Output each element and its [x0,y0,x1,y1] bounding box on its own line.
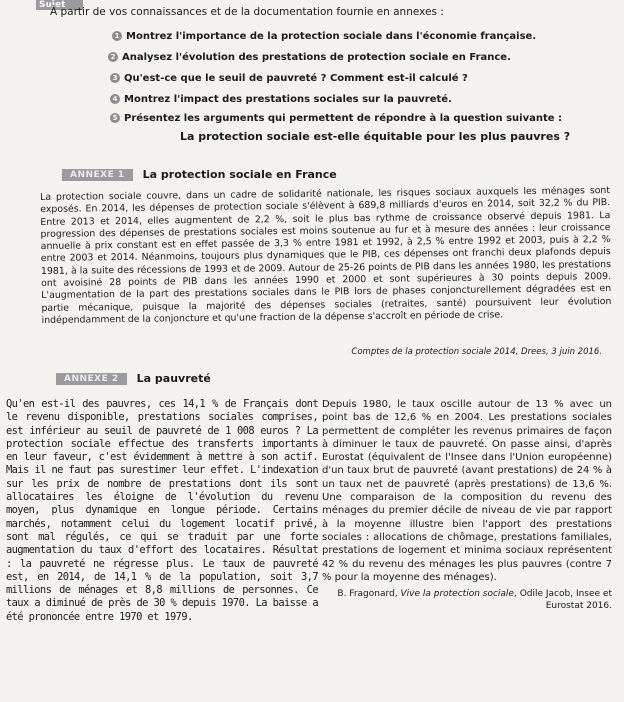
main-question: La protection sociale est-elle équitable pour les plus pauvres ? [180,130,571,143]
question-number-3: 3 [110,73,120,83]
annexe2-source [322,588,612,612]
question-5-text: Présentez les arguments qui permettent de répondre à la question suivante : [124,113,563,124]
annexe2-right-column [322,398,612,612]
annexe2-left-column: Qu'en est-il des pauvres, ces 14,1 % de Français dont le revenu disponible, prestations sociales comprises, est inférieur au seuil de pauvreté de 1 008 euros ? La protection sociale effectue des transferts importants en leur faveur, c'est évidemment à mettre à son actif. Mais il ne faut pas surestimer leur effet. L'indexation sur les prix de nombre de prestations dont ils sont allocataires les éloigne de l'évolution du revenu moyen, plus dynamique en longue période. Certains marchés, notamment celui du logement locatif privé, sont mal régulés, ce qui se traduit par une forte augmentation du taux d'effort des locataires. Résultat : la pauvreté ne régresse plus. Le taux de pauvreté est, en 2014, de 14,1 % de la population, soit 3,7 millions de ménages et 8,8 millions de personnes. Ce taux a diminué de près de 30 % depuis 1970. La baisse a été prononcée entre 1970 et 1979. [6,398,318,623]
subject-tab: Sujet [36,0,83,10]
annexe1-source: Comptes de la protection sociale 2014, Drees, 3 juin 2016. [351,347,602,357]
annexe2-header [56,372,211,385]
annexe1-body: La protection sociale couvre, dans un cadre de solidarité nationale, les risques sociaux auxquels les ménages sont exposés. En 2014, les dépenses de protection sociale s'élèvent à 689,8 milliards d'euros en 2014, soit 32,2 % du PIB. Entre 2013 et 2014, elles augmentent de 2,2 %, soit le plus bas rythme de croissance observé depuis 1981. La progression des dépenses de prestations sociales est moins soutenue au fur et à mesure des années : leur croissance annuelle à prix constant est en effet passée de 3,3 % entre 1981 et 1992, à 2,5 % entre 1992 et 2003, puis à 2,2 % entre 2003 et 2014. Néanmoins, toujours plus dynamiques que le PIB, ces dépenses ont franchi deux plafonds depuis 1981, à la suite des récessions de 1993 et de 2009. Autour de 25-26 points de PIB dans les années 1980, les prestations ont avoisiné 28 points de PIB dans les années 1990 et 2000 et sont supérieures à 30 points depuis 2009. L'augmentation de la part des prestations sociales dans le PIB lors de phases conjoncturellement dégradées est en partie mécanique, puisque la majorité des dépenses sociales (retraites, santé) poursuivent leur évolution indépendamment de la conjoncture et qu'une fraction de la dépense s'accroît en période de crise. [40,185,612,326]
annexe2-label: ANNEXE 2 [56,373,127,385]
question-3 [110,73,468,84]
annexe1-title: La protection sociale en France [142,168,337,181]
question-number-1: 1 [112,31,122,41]
question-4-text: Montrez l'impact des prestations sociales sur la pauvreté. [124,94,452,105]
question-number-4: 4 [110,94,120,104]
source-author: B. Fragonard, [337,589,398,600]
question-3-text: Qu'est-ce que le seuil de pauvreté ? Comment est-il calculé ? [124,73,468,84]
source-rest: , Odile Jacob, Insee et Eurostat 2016. [513,589,612,612]
source-title: Vive la protection sociale [400,589,514,600]
annexe1-header [62,168,337,181]
question-number-5: 5 [110,113,120,123]
question-number-2: 2 [108,52,118,62]
question-1-text: Montrez l'importance de la protection sociale dans l'économie française. [126,31,537,42]
annexe1-label: ANNEXE 1 [62,169,133,181]
question-1 [112,31,536,42]
annexe2-title: La pauvreté [136,372,211,385]
question-2 [108,52,511,63]
question-5 [110,113,562,124]
question-4 [110,94,452,105]
question-2-text: Analysez l'évolution des prestations de protection sociale en France. [122,52,511,63]
intro-text: À partir de vos connaissances et de la documentation fournie en annexes : [50,6,444,18]
annexe2-right-text: Depuis 1980, le taux oscille autour de 13 % avec un point bas de 12,6 % en 2004. Les prestations sociales permettent de compléter les revenus primaires de façon à diminuer le taux de pauvreté. On passe ainsi, d'après Eurostat (équivalent de l'Insee dans l'Union européenne) d'un taux brut de pauvreté (avant prestations) de 24 % à un taux net de pauvreté (après prestations) de 13,6 %. Une comparaison de la composition du revenu des ménages du premier décile de niveau de vie par rapport à la moyenne illustre bien l'apport des prestations sociales : allocations de chômage, prestations familiales, prestations de logement et minima sociaux représentent 42 % du revenu des ménages les plus pauvres (contre 7 % pour la moyenne des ménages). [322,399,612,583]
